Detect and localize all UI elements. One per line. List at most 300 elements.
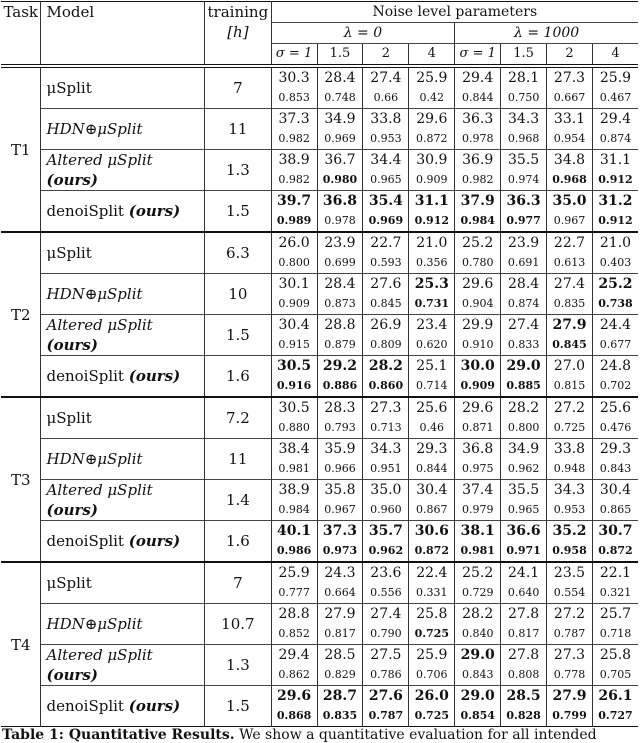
ssim-value: 0.973 xyxy=(317,541,363,562)
psnr-value: 29.3 xyxy=(599,441,632,457)
psnr-value: 34.4 xyxy=(363,150,409,171)
model-name: μSplit xyxy=(41,397,205,439)
task-label: T4 xyxy=(1,562,41,727)
header-training-line2: [h] xyxy=(227,23,249,41)
ssim-value: 0.748 xyxy=(317,88,363,109)
ssim-value: 0.969 xyxy=(363,211,409,232)
psnr-value: 27.3 xyxy=(547,66,593,88)
table-row xyxy=(1,109,638,130)
ssim-value: 0.971 xyxy=(501,541,547,562)
training-time: 6.3 xyxy=(205,232,272,274)
ssim-value: 0.750 xyxy=(501,88,547,109)
psnr-value: 29.6 xyxy=(409,109,455,130)
psnr-value: 25.7 xyxy=(599,606,632,622)
training-time: 11 xyxy=(205,109,272,150)
ssim-value: 0.862 xyxy=(271,665,317,686)
training-time: 1.3 xyxy=(205,150,272,191)
ssim-value: 0.909 xyxy=(409,170,455,191)
ssim-value: 0.706 xyxy=(409,665,455,686)
ssim-value: 0.833 xyxy=(501,335,547,356)
psnr-value: 25.9 xyxy=(271,562,317,583)
psnr-value: 34.9 xyxy=(317,109,363,130)
ssim-value: 0.620 xyxy=(409,335,455,356)
ssim-value: 0.556 xyxy=(363,583,409,604)
model-name: HDN⊕μSplit xyxy=(41,604,205,645)
task-label: T2 xyxy=(1,232,41,397)
header-sigma-3: 4 xyxy=(409,44,455,67)
psnr-value: 28.4 xyxy=(501,274,547,295)
psnr-value: 29.9 xyxy=(455,315,501,336)
header-sigma-5: 1.5 xyxy=(501,44,547,67)
training-time: 11 xyxy=(205,439,272,480)
psnr-value: 38.1 xyxy=(455,521,501,542)
table-row xyxy=(1,356,638,377)
psnr-value: 23.6 xyxy=(363,562,409,583)
ssim-value: 0.664 xyxy=(317,583,363,604)
ssim-value: 0.909 xyxy=(271,294,317,315)
psnr-value: 37.3 xyxy=(317,521,363,542)
psnr-value: 36.3 xyxy=(455,109,501,130)
ssim-value: 0.640 xyxy=(501,583,547,604)
ssim-value: 0.975 xyxy=(455,459,501,480)
ssim-value: 0.986 xyxy=(271,541,317,562)
ssim-value: 0.867 xyxy=(409,500,455,521)
task-label: T3 xyxy=(1,397,41,562)
header-task: Task xyxy=(1,2,41,67)
training-time: 1.6 xyxy=(205,521,272,563)
ssim-value: 0.845 xyxy=(363,294,409,315)
ssim-value: 0.714 xyxy=(409,376,455,397)
psnr-value: 27.6 xyxy=(363,686,409,707)
ssim-value: 0.962 xyxy=(501,459,547,480)
psnr-value: 23.5 xyxy=(547,562,593,583)
training-time: 7 xyxy=(205,562,272,604)
ssim-value: 0.965 xyxy=(363,170,409,191)
ssim-value: 0.790 xyxy=(363,624,409,645)
ssim-value: 0.979 xyxy=(455,500,501,521)
psnr-value: 33.1 xyxy=(547,109,593,130)
model-name: HDN⊕μSplit xyxy=(41,439,205,480)
ssim-value: 0.981 xyxy=(271,459,317,480)
ssim-value: 0.718 xyxy=(599,627,632,640)
psnr-value: 31.1 xyxy=(599,152,632,168)
ssim-value: 0.962 xyxy=(363,541,409,562)
psnr-value: 30.9 xyxy=(409,150,455,171)
psnr-value: 27.8 xyxy=(501,645,547,666)
ssim-value: 0.467 xyxy=(599,91,632,104)
psnr-value: 21.0 xyxy=(599,235,632,251)
ssim-value: 0.872 xyxy=(409,541,455,562)
ssim-value: 0.613 xyxy=(547,253,593,274)
psnr-value: 27.2 xyxy=(547,397,593,418)
ssim-value: 0.800 xyxy=(501,418,547,439)
psnr-value: 35.7 xyxy=(363,521,409,542)
ssim-value: 0.787 xyxy=(363,706,409,727)
psnr-value: 35.4 xyxy=(363,191,409,212)
ssim-value: 0.835 xyxy=(547,294,593,315)
ssim-value: 0.967 xyxy=(547,211,593,232)
ssim-value: 0.356 xyxy=(409,253,455,274)
psnr-value: 29.0 xyxy=(455,686,501,707)
header-training xyxy=(205,2,272,67)
table-caption: Table 1: Quantitative Results. We show a quantitative evaluation for all intended xyxy=(2,727,597,743)
psnr-value: 27.4 xyxy=(547,274,593,295)
psnr-value: 27.6 xyxy=(363,274,409,295)
psnr-value: 28.2 xyxy=(455,604,501,625)
ssim-value: 0.980 xyxy=(317,170,363,191)
psnr-value: 35.8 xyxy=(317,480,363,501)
psnr-value: 29.0 xyxy=(455,645,501,666)
ssim-value: 0.965 xyxy=(501,500,547,521)
psnr-value: 30.7 xyxy=(598,523,633,539)
psnr-value: 31.2 xyxy=(598,193,633,209)
ssim-value: 0.691 xyxy=(501,253,547,274)
psnr-value: 27.4 xyxy=(501,315,547,336)
ssim-value: 0.912 xyxy=(409,211,455,232)
ssim-value: 0.699 xyxy=(317,253,363,274)
ssim-value: 0.953 xyxy=(547,500,593,521)
ssim-value: 0.873 xyxy=(317,294,363,315)
psnr-value: 34.3 xyxy=(363,439,409,460)
psnr-value: 29.4 xyxy=(599,111,632,127)
model-name: Altered μSplit (ours) xyxy=(41,480,205,521)
header-sigma-0: σ = 1 xyxy=(271,44,317,67)
task-label: T1 xyxy=(1,66,41,232)
psnr-value: 30.5 xyxy=(271,356,317,377)
psnr-value: 27.9 xyxy=(317,604,363,625)
ssim-value: 0.845 xyxy=(547,335,593,356)
table-row xyxy=(1,315,638,336)
ssim-value: 0.958 xyxy=(547,541,593,562)
psnr-value: 28.4 xyxy=(317,66,363,88)
psnr-value: 25.2 xyxy=(598,276,633,292)
table-row xyxy=(1,439,638,460)
ssim-value: 0.915 xyxy=(271,335,317,356)
psnr-value: 25.6 xyxy=(409,397,455,418)
ssim-value: 0.960 xyxy=(363,500,409,521)
psnr-value: 34.9 xyxy=(501,439,547,460)
ssim-value: 0.982 xyxy=(455,170,501,191)
model-name: Altered μSplit (ours) xyxy=(41,645,205,686)
training-time: 1.4 xyxy=(205,480,272,521)
header-lambda0: λ = 0 xyxy=(271,23,455,44)
model-name: denoiSplit (ours) xyxy=(41,521,205,563)
psnr-value: 25.3 xyxy=(409,274,455,295)
psnr-value: 35.2 xyxy=(547,521,593,542)
psnr-value: 28.4 xyxy=(317,274,363,295)
psnr-value: 33.8 xyxy=(363,109,409,130)
ssim-value: 0.968 xyxy=(547,170,593,191)
psnr-value: 27.0 xyxy=(547,356,593,377)
ssim-value: 0.879 xyxy=(317,335,363,356)
psnr-value: 25.8 xyxy=(409,604,455,625)
ssim-value: 0.984 xyxy=(455,211,501,232)
training-time: 7 xyxy=(205,66,272,109)
psnr-value: 28.8 xyxy=(271,604,317,625)
psnr-value: 36.8 xyxy=(317,191,363,212)
psnr-value: 27.2 xyxy=(547,604,593,625)
ssim-value: 0.967 xyxy=(317,500,363,521)
ssim-value: 0.981 xyxy=(455,541,501,562)
ssim-value: 0.667 xyxy=(547,88,593,109)
ssim-value: 0.593 xyxy=(363,253,409,274)
ssim-value: 0.840 xyxy=(455,624,501,645)
model-name: Altered μSplit (ours) xyxy=(41,150,205,191)
ssim-value: 0.829 xyxy=(317,665,363,686)
table-row xyxy=(1,150,638,171)
psnr-value: 23.9 xyxy=(317,232,363,253)
ssim-value: 0.702 xyxy=(599,379,632,392)
table-row xyxy=(1,191,638,212)
ssim-value: 0.912 xyxy=(598,173,633,186)
model-name: denoiSplit (ours) xyxy=(41,686,205,727)
table-row xyxy=(1,66,638,88)
psnr-value: 28.8 xyxy=(317,315,363,336)
table-row xyxy=(1,521,638,542)
model-name: denoiSplit (ours) xyxy=(41,191,205,233)
ssim-value: 0.874 xyxy=(599,132,632,145)
ssim-value: 0.331 xyxy=(409,583,455,604)
psnr-value: 36.3 xyxy=(501,191,547,212)
ssim-value: 0.916 xyxy=(271,376,317,397)
ssim-value: 0.978 xyxy=(455,129,501,150)
training-time: 7.2 xyxy=(205,397,272,439)
psnr-value: 30.6 xyxy=(409,521,455,542)
psnr-value: 25.2 xyxy=(455,232,501,253)
header-model: Model xyxy=(41,2,205,67)
ssim-value: 0.677 xyxy=(599,338,632,351)
ssim-value: 0.817 xyxy=(317,624,363,645)
ssim-value: 0.872 xyxy=(598,544,633,557)
ssim-value: 0.727 xyxy=(598,709,633,722)
header-sigma-4: σ = 1 xyxy=(455,44,501,67)
psnr-value: 25.2 xyxy=(455,562,501,583)
psnr-value: 22.7 xyxy=(363,232,409,253)
ssim-value: 0.843 xyxy=(599,462,632,475)
training-time: 10.7 xyxy=(205,604,272,645)
ssim-value: 0.954 xyxy=(547,129,593,150)
ssim-value: 0.725 xyxy=(547,418,593,439)
ssim-value: 0.886 xyxy=(317,376,363,397)
ssim-value: 0.982 xyxy=(271,129,317,150)
psnr-value: 22.7 xyxy=(547,232,593,253)
psnr-value: 34.3 xyxy=(547,480,593,501)
ssim-value: 0.880 xyxy=(271,418,317,439)
ssim-value: 0.969 xyxy=(317,129,363,150)
ssim-value: 0.885 xyxy=(501,376,547,397)
psnr-value: 26.0 xyxy=(409,686,455,707)
ssim-value: 0.705 xyxy=(599,668,632,681)
header-sigma-1: 1.5 xyxy=(317,44,363,67)
ssim-value: 0.966 xyxy=(317,459,363,480)
ssim-value: 0.909 xyxy=(455,376,501,397)
model-name: μSplit xyxy=(41,232,205,274)
psnr-value: 27.8 xyxy=(501,604,547,625)
psnr-value: 24.4 xyxy=(599,317,632,333)
psnr-value: 29.3 xyxy=(409,439,455,460)
psnr-value: 27.9 xyxy=(547,315,593,336)
model-name: HDN⊕μSplit xyxy=(41,274,205,315)
psnr-value: 28.2 xyxy=(363,356,409,377)
header-lambda1000: λ = 1000 xyxy=(455,23,638,44)
psnr-value: 34.3 xyxy=(501,109,547,130)
psnr-value: 39.7 xyxy=(271,191,317,212)
psnr-value: 30.0 xyxy=(455,356,501,377)
ssim-value: 0.815 xyxy=(547,376,593,397)
psnr-value: 26.1 xyxy=(598,688,633,704)
ssim-value: 0.799 xyxy=(547,706,593,727)
ssim-value: 0.777 xyxy=(271,583,317,604)
ssim-value: 0.865 xyxy=(599,503,632,516)
psnr-value: 30.4 xyxy=(599,482,632,498)
psnr-value: 26.0 xyxy=(271,232,317,253)
training-time: 1.3 xyxy=(205,645,272,686)
ssim-value: 0.871 xyxy=(455,418,501,439)
ssim-value: 0.66 xyxy=(363,88,409,109)
psnr-value: 23.4 xyxy=(409,315,455,336)
psnr-value: 24.8 xyxy=(599,358,632,374)
psnr-value: 29.6 xyxy=(271,686,317,707)
ssim-value: 0.982 xyxy=(271,170,317,191)
ssim-value: 0.780 xyxy=(455,253,501,274)
psnr-value: 29.6 xyxy=(455,397,501,418)
header-training-line1: training xyxy=(207,3,269,21)
psnr-value: 24.3 xyxy=(317,562,363,583)
ssim-value: 0.778 xyxy=(547,665,593,686)
header-sigma-6: 2 xyxy=(547,44,593,67)
ssim-value: 0.476 xyxy=(599,421,632,434)
ssim-value: 0.974 xyxy=(501,170,547,191)
ssim-value: 0.953 xyxy=(363,129,409,150)
psnr-value: 25.8 xyxy=(599,647,632,663)
psnr-value: 29.0 xyxy=(501,356,547,377)
psnr-value: 35.5 xyxy=(501,150,547,171)
psnr-value: 25.9 xyxy=(409,66,455,88)
ssim-value: 0.853 xyxy=(271,88,317,109)
psnr-value: 27.4 xyxy=(363,66,409,88)
ssim-value: 0.817 xyxy=(501,624,547,645)
ssim-value: 0.854 xyxy=(455,706,501,727)
psnr-value: 30.4 xyxy=(271,315,317,336)
psnr-value: 38.9 xyxy=(271,150,317,171)
ssim-value: 0.977 xyxy=(501,211,547,232)
training-time: 10 xyxy=(205,274,272,315)
ssim-value: 0.787 xyxy=(547,624,593,645)
psnr-value: 30.4 xyxy=(409,480,455,501)
model-name: HDN⊕μSplit xyxy=(41,109,205,150)
model-name: μSplit xyxy=(41,66,205,109)
psnr-value: 28.5 xyxy=(501,686,547,707)
psnr-value: 27.4 xyxy=(363,604,409,625)
psnr-value: 30.3 xyxy=(271,66,317,88)
psnr-value: 37.3 xyxy=(271,109,317,130)
training-time: 1.5 xyxy=(205,315,272,356)
psnr-value: 30.1 xyxy=(271,274,317,295)
psnr-value: 27.3 xyxy=(547,645,593,666)
psnr-value: 22.1 xyxy=(599,565,632,581)
psnr-value: 38.9 xyxy=(271,480,317,501)
psnr-value: 21.0 xyxy=(409,232,455,253)
psnr-value: 22.4 xyxy=(409,562,455,583)
ssim-value: 0.968 xyxy=(501,129,547,150)
ssim-value: 0.731 xyxy=(409,294,455,315)
ssim-value: 0.729 xyxy=(455,583,501,604)
psnr-value: 37.4 xyxy=(455,480,501,501)
psnr-value: 29.2 xyxy=(317,356,363,377)
psnr-value: 31.1 xyxy=(409,191,455,212)
ssim-value: 0.809 xyxy=(363,335,409,356)
ssim-value: 0.844 xyxy=(455,88,501,109)
psnr-value: 36.6 xyxy=(501,521,547,542)
psnr-value: 29.6 xyxy=(455,274,501,295)
psnr-value: 36.9 xyxy=(455,150,501,171)
psnr-value: 35.0 xyxy=(363,480,409,501)
ssim-value: 0.786 xyxy=(363,665,409,686)
header-sigma-7: 4 xyxy=(592,44,638,67)
psnr-value: 27.5 xyxy=(363,645,409,666)
psnr-value: 28.7 xyxy=(317,686,363,707)
ssim-value: 0.844 xyxy=(409,459,455,480)
ssim-value: 0.321 xyxy=(599,586,632,599)
ssim-value: 0.828 xyxy=(501,706,547,727)
psnr-value: 36.7 xyxy=(317,150,363,171)
table-row xyxy=(1,397,638,418)
ssim-value: 0.800 xyxy=(271,253,317,274)
ssim-value: 0.725 xyxy=(409,624,455,645)
ssim-value: 0.852 xyxy=(271,624,317,645)
ssim-value: 0.793 xyxy=(317,418,363,439)
psnr-value: 25.1 xyxy=(409,356,455,377)
psnr-value: 25.9 xyxy=(409,645,455,666)
psnr-value: 35.0 xyxy=(547,191,593,212)
ssim-value: 0.725 xyxy=(409,706,455,727)
ssim-value: 0.978 xyxy=(317,211,363,232)
ssim-value: 0.860 xyxy=(363,376,409,397)
psnr-value: 25.6 xyxy=(599,400,632,416)
ssim-value: 0.989 xyxy=(271,211,317,232)
ssim-value: 0.868 xyxy=(271,706,317,727)
psnr-value: 40.1 xyxy=(271,521,317,542)
ssim-value: 0.948 xyxy=(547,459,593,480)
header-noise: Noise level parameters xyxy=(271,2,638,23)
ssim-value: 0.835 xyxy=(317,706,363,727)
ssim-value: 0.904 xyxy=(455,294,501,315)
table-row xyxy=(1,480,638,501)
results-table xyxy=(1,1,638,727)
psnr-value: 27.3 xyxy=(363,397,409,418)
psnr-value: 26.9 xyxy=(363,315,409,336)
model-name: Altered μSplit (ours) xyxy=(41,315,205,356)
psnr-value: 34.8 xyxy=(547,150,593,171)
ssim-value: 0.910 xyxy=(455,335,501,356)
psnr-value: 38.4 xyxy=(271,439,317,460)
psnr-value: 29.4 xyxy=(271,645,317,666)
table-row xyxy=(1,686,638,707)
ssim-value: 0.843 xyxy=(455,665,501,686)
ssim-value: 0.912 xyxy=(598,214,633,227)
ssim-value: 0.984 xyxy=(271,500,317,521)
psnr-value: 28.1 xyxy=(501,66,547,88)
psnr-value: 27.9 xyxy=(547,686,593,707)
ssim-value: 0.46 xyxy=(409,418,455,439)
psnr-value: 28.5 xyxy=(317,645,363,666)
psnr-value: 30.5 xyxy=(271,397,317,418)
table-row xyxy=(1,562,638,583)
psnr-value: 29.4 xyxy=(455,66,501,88)
psnr-value: 37.9 xyxy=(455,191,501,212)
table-row xyxy=(1,274,638,295)
ssim-value: 0.713 xyxy=(363,418,409,439)
